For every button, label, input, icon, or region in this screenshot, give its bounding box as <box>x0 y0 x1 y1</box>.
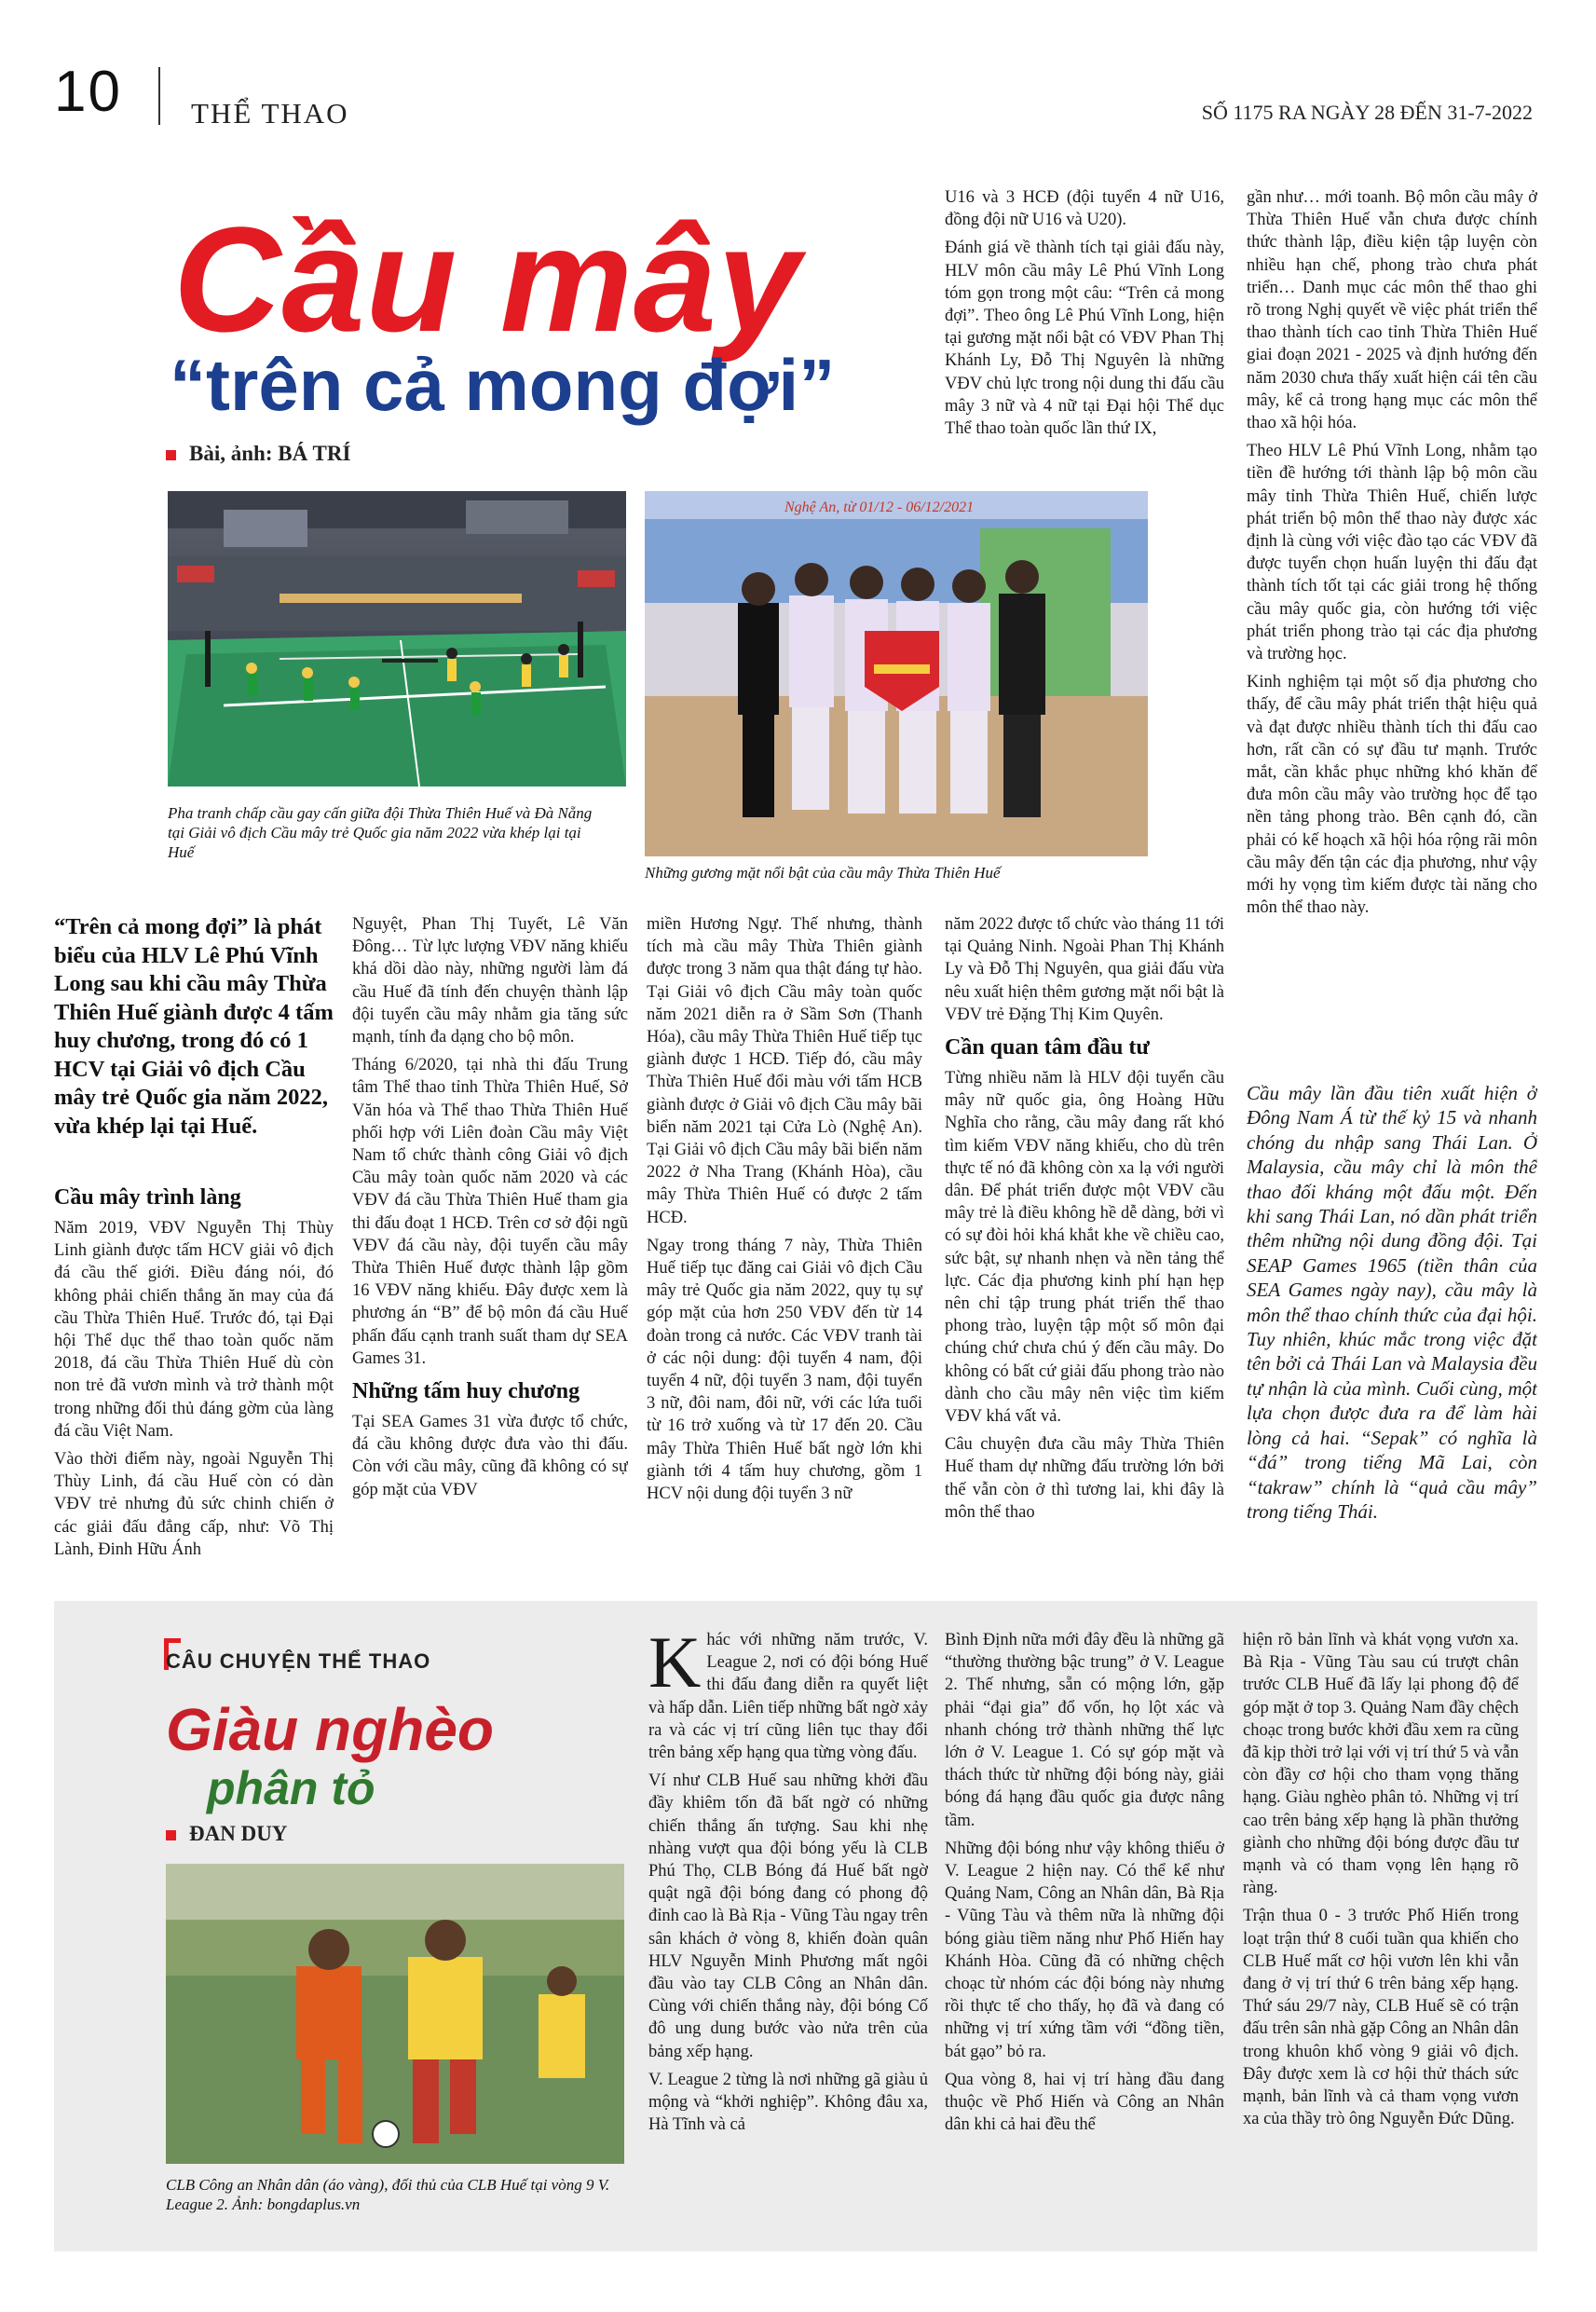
paragraph: Theo HLV Lê Phú Vĩnh Long, nhằm tạo tiền đề hướng tới thành lập bộ môn cầu mây tỉnh Thừa Thiên Huế, chiến lược phát triển bộ môn thể thao này được xác định là cùng với việc đào tạo các VĐV đã được tuyển chọn huấn luyện thi đấu đạt thành tích tốt tại các giải trong hệ thống cầu mây quốc gia, còn hướng tới việc phát triển phong trào tại các địa phương và trường học. <box>1247 442 1537 664</box>
issue-info: SỐ 1175 RA NGÀY 28 ĐẾN 31-7-2022 <box>1201 101 1533 124</box>
paragraph: Ví như CLB Huế sau những khởi đầu đầy khiêm tốn đã bất ngờ có những chiến thắng ấn tượng. Sau khi nhẹ nhàng vượt qua đội bóng yếu là CLB Phú Thọ, CLB Bóng đá Huế bất ngờ quật ngã đội bóng đang có phong độ đỉnh cao là Bà Rịa - Vũng Tàu ngay trên sân khách ở vòng 8, khiến đoàn quân HLV Nguyễn Minh Phương mất ngôi đầu vào tay CLB Công an Nhân dân. Cùng với chiến thắng này, đội bóng Cố đô ung dung bước vào nửa trên của bảng xếp hạng. <box>648 1772 928 2061</box>
paragraph: Qua vòng 8, hai vị trí hàng đầu đang thuộc về Phố Hiến và Công an Nhân dân khi cả hai đều thể <box>945 2070 1224 2135</box>
photo-court-match <box>168 491 626 787</box>
story-caption: CLB Công an Nhân dân (áo vàng), đối thủ của CLB Huế tại vòng 9 V. League 2. Ảnh: bongdaplus.vn <box>166 2176 610 2213</box>
photo2-caption: Những gương mặt nổi bật của cầu mây Thừa Thiên Huế <box>645 864 1001 882</box>
court-illustration <box>168 491 626 787</box>
paragraph: Nguyệt, Phan Thị Tuyết, Lê Văn Đông… Từ lực lượng VĐV năng khiếu khá dồi dào này, những người làm đá cầu Huế đã tính đến chuyện thành lập đội tuyển cầu mây nhằm gia tăng sức mạnh, tính đa dạng cho bộ môn. <box>352 915 628 1047</box>
article-lead: “Trên cả mong đợi” là phát biểu của HLV Lê Phú Vĩnh Long sau khi cầu mây Thừa Thiên Huế giành được 4 tấm huy chương, trong đó có 1 HCV tại Giải vô địch Cầu mây trẻ Quốc gia năm 2022, vừa khép lại tại Huế. <box>54 914 334 1139</box>
paragraph: Kinh nghiệm tại một số địa phương cho thấy, để cầu mây phát triển thật hiệu quả và đạt được nhiều thành tích thi đấu cao hơn, rất cần có sự đầu tư mạnh. Trước mắt, cần khắc phục những khó khăn để đưa môn cầu mây vào trường học để tạo nền tảng phong trào. Bên cạnh đó, cần phải có kế hoạch xã hội hóa rộng rãi môn cầu mây đến tận các địa phương, như vậy mới hy vọng tìm kiếm được tài năng cho môn thể thao này. <box>1247 673 1537 918</box>
banner-text: Nghệ An, từ 01/12 - 06/12/2021 <box>784 499 975 515</box>
football-illustration <box>166 1864 624 2164</box>
story-title-1: Giàu nghèo <box>166 1696 494 1763</box>
paragraph: Đánh giá về thành tích tại giải đấu này, HLV môn cầu mây Lê Phú Vĩnh Long tóm gọn trong một câu: “Trên cả mong đợi”. Theo ông Lê Phú Vĩnh Long, hiện tại gương mặt nổi bật có VĐV Phan Thị Khánh Ly, Đỗ Thị Nguyên là những VĐV chủ lực trong nội dung thi đấu cầu mây 3 nữ và 4 nữ tại Đại hội Thể dục Thể thao toàn quốc lần thứ IX, <box>945 239 1224 439</box>
paragraph: Trận thua 0 - 3 trước Phố Hiến trong loạt trận thứ 8 cuối tuần qua khiến cho CLB Huế mất cơ hội vươn lên khi vẫn đang ở vị trí thứ 6 trên bảng xếp hạng. Thứ sáu 29/7 này, CLB Huế sẽ có trận đấu trên sân nhà gặp Công an Nhân dân trong khuôn khổ vòng 9 giải vô địch. Đây được xem là cơ hội thử thách sức mạnh, bản lĩnh và cả tham vọng vươn xa của thầy trò ông Nguyễn Đức Dũng. <box>1243 1907 1519 2129</box>
column-1 <box>54 1176 334 1586</box>
bullet-square <box>166 450 176 460</box>
column-5 <box>1247 186 1537 1062</box>
photo-team-medals <box>645 491 1148 856</box>
history-sidebar: Cầu mây lần đầu tiên xuất hiện ở Đông Nam Á từ thế kỷ 15 và nhanh chóng du nhập sang Thái Lan. Ở Malaysia, cầu mây chỉ là môn thể thao đối kháng một đấu một. Đến khi sang Thái Lan, nó dần phát triển thêm những nội dung đồng đội. Tại SEAP Games 1965 (tiền thân của SEA Games ngày nay), cầu mây là môn thể thao chính thức của đại hội. Tuy nhiên, khúc mắc trong việc đặt tên bởi cả Thái Lan và Malaysia đều tự nhận là của mình. Cuối cùng, một lựa chọn được đưa ra để làm hài lòng cả hai. “Sepak” có nghĩa là “đá” trong tiếng Mã Lai, còn “takraw” chính là “quả cầu mây” trong tiếng Thái. <box>1247 1082 1537 1523</box>
paragraph: Năm 2019, VĐV Nguyễn Thị Thùy Linh giành được tấm HCV giải vô địch đá cầu thế giới. Điều đáng nói, đó không phải chiến thắng ăn may của đá cầu Thừa Thiên Huế. Trước đó, tại Đại hội Thể dục thể thao toàn quốc năm 2018, đá cầu Thừa Thiên Huế dù còn non trẻ đã vươn mình và trở thành một trong những đối thủ đáng gờm của làng đá cầu Việt Nam. <box>54 1219 334 1441</box>
article-title: Cầu mây <box>173 196 801 363</box>
story-column-1 <box>648 1629 928 2235</box>
story-column-2 <box>945 1629 1224 2235</box>
column-3 <box>647 913 922 1586</box>
story-column-3 <box>1243 1629 1519 2235</box>
section-name: THỂ THAO <box>191 97 349 130</box>
paragraph: Từng nhiều năm là HLV đội tuyển cầu mây nữ quốc gia, ông Hoàng Hữu Nghĩa cho rằng, cầu mây đang rất khó tìm kiếm VĐV năng khiếu, cho dù trên thực tế nó đã không còn xa lạ với người dân. Để phát triển được một VĐV cầu mây trẻ là điều không hề dễ dàng, bởi vì có sự đòi hỏi khá khắt khe về chiều cao, sức bật, sự nhanh nhẹn và nền tảng thể lực. Các địa phương kinh phí hạn hẹp nên chỉ tập trung phát triển thể thao phong trào, luyện tập một số môn đại chúng chứ chưa chú ý đến cầu mây. Do không có bất cứ giải đấu phong trào nào dành cho cầu mây nên việc tìm kiếm VĐV khá vất vả. <box>945 1069 1224 1427</box>
story-title-2: phân tỏ <box>207 1762 375 1814</box>
paragraph: Bình Định nữa mới đây đều là những gã “thường thường bậc trung” ở V. League 2. Thế nhưng, sẵn có mộng lớn, gặp phải “đại gia” đổ vốn, họ lột xác và nhanh chóng trở thành những thế lực lớn ở V. League 1. Có sự góp mặt và thách thức từ những đội bóng này, giải bóng đá hạng đầu quốc gia được nâng tầm. <box>945 1631 1224 1830</box>
story-kicker: CÂU CHUYỆN THỂ THAO <box>166 1649 431 1673</box>
paragraph: Tại SEA Games 31 vừa được tổ chức, đá cầu không được đưa vào thi đấu. Còn với cầu mây, cũng đã không có sự góp mặt của VĐV <box>352 1413 628 1499</box>
photo-football <box>166 1864 624 2164</box>
page-number: 10 <box>54 60 122 124</box>
paragraph: Tháng 6/2020, tại nhà thi đấu Trung tâm Thể thao tỉnh Thừa Thiên Huế, Sở Văn hóa và Thể thao Thừa Thiên Huế phối hợp với Liên đoàn Cầu mây Việt Nam tổ chức thành công Giải vô địch Cầu mây toàn quốc năm 2020 và các VĐV đá cầu Thừa Thiên Huế tham gia thi đấu đoạt 1 HCĐ. Trên cơ sở đội ngũ VĐV đá cầu này, đội tuyển cầu mây Thừa Thiên Huế được thành lập gồm 16 VĐV năng khiếu. Đây được xem là phương án “B” để bộ môn đá cầu Huế phấn đấu cạnh tranh suất tham dự SEA Games 31. <box>352 1056 628 1368</box>
subheading-huy-chuong: Những tấm huy chương <box>352 1379 580 1404</box>
header-divider <box>158 67 160 125</box>
column-4-top <box>945 186 1224 485</box>
subheading-quan-tam: Cần quan tâm đầu tư <box>945 1035 1150 1060</box>
team-illustration <box>645 491 1148 856</box>
paragraph: Câu chuyện đưa cầu mây Thừa Thiên Huế tham dự những đấu trường lớn bởi thế vẫn còn ở thì tương lai, khi đây là môn thể thao <box>945 1435 1224 1522</box>
paragraph: Những đội bóng như vậy không thiếu ở V. League 2 hiện nay. Có thể kể như Quảng Nam, Công an Nhân dân, Bà Rịa - Vũng Tàu và thêm nữa là những đội bóng giàu tiềm năng như Phố Hiến hay Khánh Hòa. Cũng đã có những chệch choạc từ nhóm các đội bóng này nhưng rồi thực tế cho thấy, họ đã và đang có những vị trí xứng tầm với “đồng tiền, bát gạo” bỏ ra. <box>945 1839 1224 2061</box>
paragraph <box>648 1629 928 1764</box>
column-4 <box>945 913 1224 1586</box>
article-byline <box>166 442 350 466</box>
paragraph: Ngay trong tháng 7 này, Thừa Thiên Huế tiếp tục đăng cai Giải vô địch Cầu mây trẻ Quốc gia năm 2022, quy tụ sự góp mặt của hơn 250 VĐV đến từ 14 đoàn trong cả nước. Các VĐV tranh tài ở các nội dung: đội tuyển 4 nam, đội tuyển 4 nữ, đội tuyển 3 nam, đội tuyển 3 nữ, đôi nam, đôi nữ, với các lứa tuổi từ 16 trở xuống và từ 17 đến 20. Cầu mây Thừa Thiên Huế bất ngờ lớn khi giành tới 4 tấm huy chương, gồm 1 HCV nội dung đội tuyển 3 nữ <box>647 1236 922 1504</box>
paragraph: gần như… mới toanh. Bộ môn cầu mây ở Thừa Thiên Huế vẫn chưa được chính thức thành lập, điều kiện tập luyện còn nhiều hạn chế, phong trào chưa phát triển… Danh mục các môn thể thao ghi rõ trong Nghị quyết về việc phát triển thể thao thành tích cao tỉnh Thừa Thiên Huế giai đoạn 2021 - 2025 và định hướng đến năm 2030 chưa thấy xuất hiện cái tên cầu mây, kể cả trong hạng mục các môn thể thao xã hội hóa. <box>1247 188 1537 433</box>
column-2 <box>352 913 628 1586</box>
drop-paragraph: hác với những năm trước, V. League 2, nơi có đội bóng Huế thi đấu đang diễn ra quyết liệt và hấp dẫn. Liên tiếp những bất ngờ xảy ra và các vị trí cũng liên tục thay đổi trên bảng xếp hạng qua từng vòng đấu. <box>648 1631 928 1763</box>
paragraph: V. League 2 từng là nơi những gã giàu ủ mộng và “khởi nghiệp”. Không đâu xa, Hà Tĩnh và cả <box>648 2070 928 2135</box>
paragraph: hiện rõ bản lĩnh và khát vọng vươn xa. Bà Rịa - Vũng Tàu sau cú trượt chân trước CLB Huế đã lấy lại phong độ để góp mặt ở top 3. Quảng Nam đầy chệch choạc trong bước khởi đầu xem ra cũng đã kịp thời trở lại với vị trí thứ 5 và vẫn còn đầy cơ hội cho tham vọng thăng hạng. Giàu nghèo phân tỏ. Những vị trí cao trên bảng xếp hạng là phần thưởng giành cho những đội bóng được đầu tư mạnh và có tham vọng lên hạng rõ ràng. <box>1243 1631 1519 1898</box>
story-byline <box>166 1822 287 1846</box>
paragraph: Vào thời điểm này, ngoài Nguyễn Thị Thùy Linh, đá cầu Huế còn có dàn VĐV trẻ nhưng đủ sức chinh chiến ở các giải đấu đẳng cấp, như: Võ Thị Lành, Đinh Hữu Ánh <box>54 1450 334 1559</box>
subheading-trinh-lang: Cầu mây trình làng <box>54 1185 241 1210</box>
photo1-caption: Pha tranh chấp cầu gay cấn giữa đội Thừa Thiên Huế và Đà Nẵng tại Giải vô địch Cầu mây trẻ Quốc gia năm 2022 vừa khép lại tại Huế <box>168 804 593 861</box>
article-subtitle: “trên cả mong đợi” <box>170 344 836 426</box>
bullet-square <box>166 1830 176 1840</box>
paragraph: U16 và 3 HCĐ (đội tuyển 4 nữ U16, đồng đội nữ U16 và U20). <box>945 188 1224 230</box>
drop-cap: K <box>648 1629 702 1703</box>
paragraph: miền Hương Ngự. Thế nhưng, thành tích mà cầu mây Thừa Thiên giành được trong 3 năm qua thật đáng tự hào. Tại Giải vô địch Cầu mây toàn quốc năm 2021 diễn ra ở Sầm Sơn (Thanh Hóa), cầu mây Thừa Thiên Huế tiếp tục giành được 1 HCĐ. Tiếp đó, cầu mây Thừa Thiên Huế đổi màu với tấm HCB giành được ở Giải vô địch Cầu mây bãi biển năm 2021 tại Cửa Lò (Nghệ An). Tại Giải vô địch Cầu mây bãi biển năm 2022 ở Nha Trang (Khánh Hòa), cầu mây Thừa Thiên Huế có được 2 tấm HCĐ. <box>647 915 922 1227</box>
byline-text: Bài, ảnh: BÁ TRÍ <box>189 442 351 465</box>
paragraph: năm 2022 được tổ chức vào tháng 11 tới tại Quảng Ninh. Ngoài Phan Thị Khánh Ly và Đỗ Thị Nguyên, qua giải đấu vừa nêu xuất hiện thêm gương mặt nổi bật là VĐV trẻ Đặng Thị Kim Quyên. <box>945 915 1224 1024</box>
byline-text: ĐAN DUY <box>189 1822 288 1845</box>
